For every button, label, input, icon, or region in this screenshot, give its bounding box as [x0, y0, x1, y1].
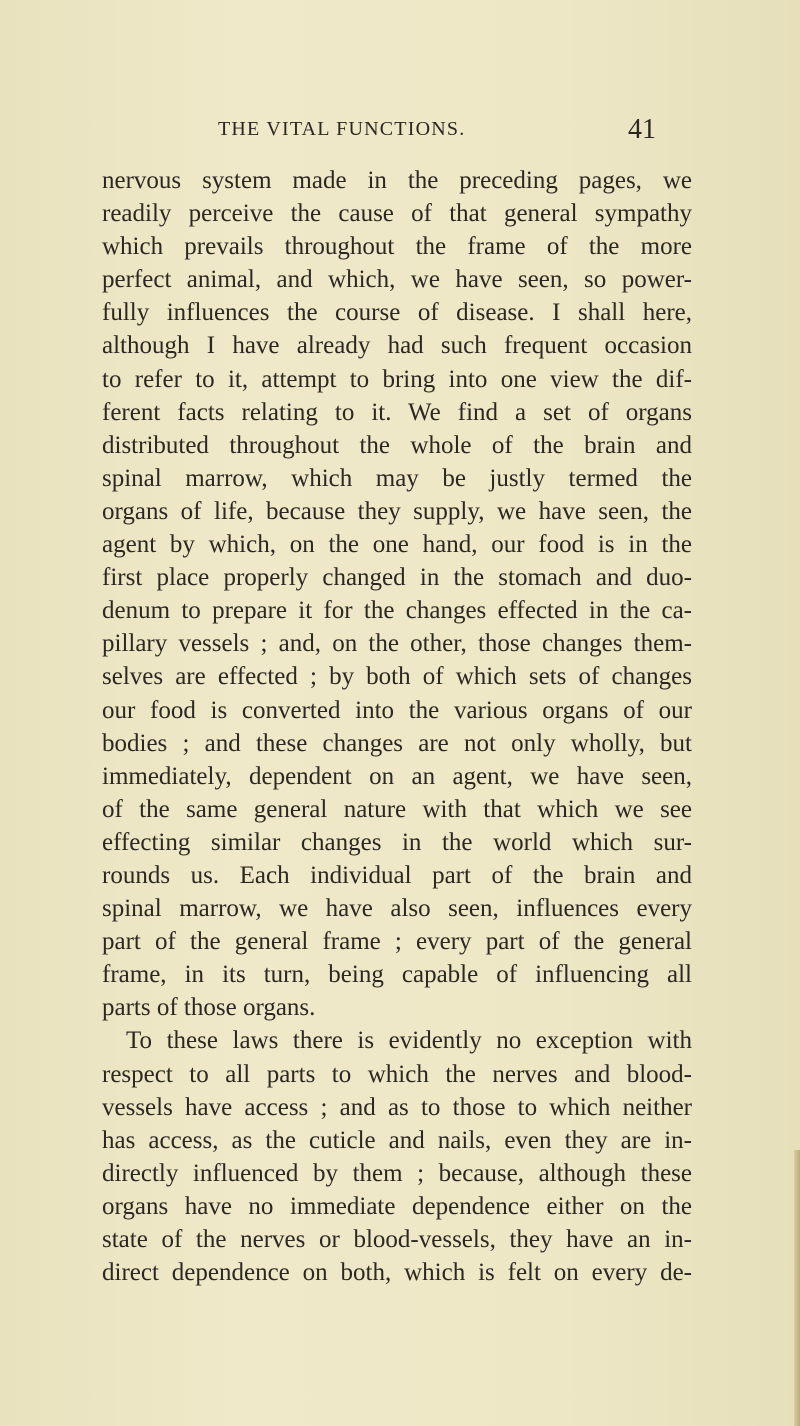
text-line: distributed throughout the whole of the brain and: [102, 431, 692, 459]
page-number: 41: [628, 114, 656, 145]
text-line: immediately, dependent on an agent, we have seen,: [102, 762, 692, 790]
text-line: readily perceive the cause of that general sympathy: [102, 200, 692, 228]
text-line: fully influences the course of disease. I shall here,: [102, 299, 692, 327]
text-line: has access, as the cuticle and nails, even they are in-: [102, 1126, 692, 1154]
text-line: selves are effected ; by both of which sets of changes: [102, 663, 692, 691]
text-line: first place properly changed in the stomach and duo-: [102, 564, 692, 592]
page-header: [0, 114, 800, 158]
text-line: To these laws there is evidently no exception with: [126, 1027, 692, 1055]
text-line: spinal marrow, which may be justly termed the: [102, 464, 692, 492]
text-line: although I have already had such frequent occasion: [102, 332, 692, 360]
running-title: THE VITAL FUNCTIONS.: [218, 118, 466, 140]
text-line: directly influenced by them ; because, although these: [102, 1159, 692, 1187]
text-line: spinal marrow, we have also seen, influences every: [102, 895, 692, 923]
text-line: organs of life, because they supply, we have seen, the: [102, 497, 692, 525]
text-line: organs have no immediate dependence either on the: [102, 1192, 692, 1220]
text-line: rounds us. Each individual part of the brain and: [102, 861, 692, 889]
text-line: of the same general nature with that which we see: [102, 795, 692, 823]
text-line: pillary vessels ; and, on the other, those changes them-: [102, 630, 692, 658]
text-line: vessels have access ; and as to those to which neither: [102, 1093, 692, 1121]
body-text: [102, 164, 692, 1289]
text-line: bodies ; and these changes are not only wholly, but: [102, 729, 692, 757]
text-line: effecting similar changes in the world which sur-: [102, 828, 692, 856]
text-line: state of the nerves or blood-vessels, they have an in-: [102, 1226, 692, 1253]
text-line: nervous system made in the preceding pages, we: [102, 167, 692, 194]
text-line: which prevails throughout the frame of the more: [102, 233, 692, 261]
text-line: direct dependence on both, which is felt on every de-: [102, 1259, 692, 1287]
text-line: agent by which, on the one hand, our food is in the: [102, 531, 692, 559]
text-line: denum to prepare it for the changes effected in the ca-: [102, 597, 692, 625]
text-line: ferent facts relating to it. We find a set of organs: [102, 398, 692, 426]
text-line: frame, in its turn, being capable of influencing all: [102, 961, 692, 989]
text-line: parts of those organs.: [102, 994, 316, 1022]
page-edge-shadow: [794, 1150, 800, 1426]
text-line: respect to all parts to which the nerves and blood-: [102, 1060, 692, 1088]
text-line: our food is converted into the various organs of our: [102, 696, 692, 724]
text-line: to refer to it, attempt to bring into one view the dif-: [102, 365, 692, 393]
text-line: part of the general frame ; every part of the general: [102, 928, 692, 956]
text-line: perfect animal, and which, we have seen, so power-: [102, 266, 692, 294]
